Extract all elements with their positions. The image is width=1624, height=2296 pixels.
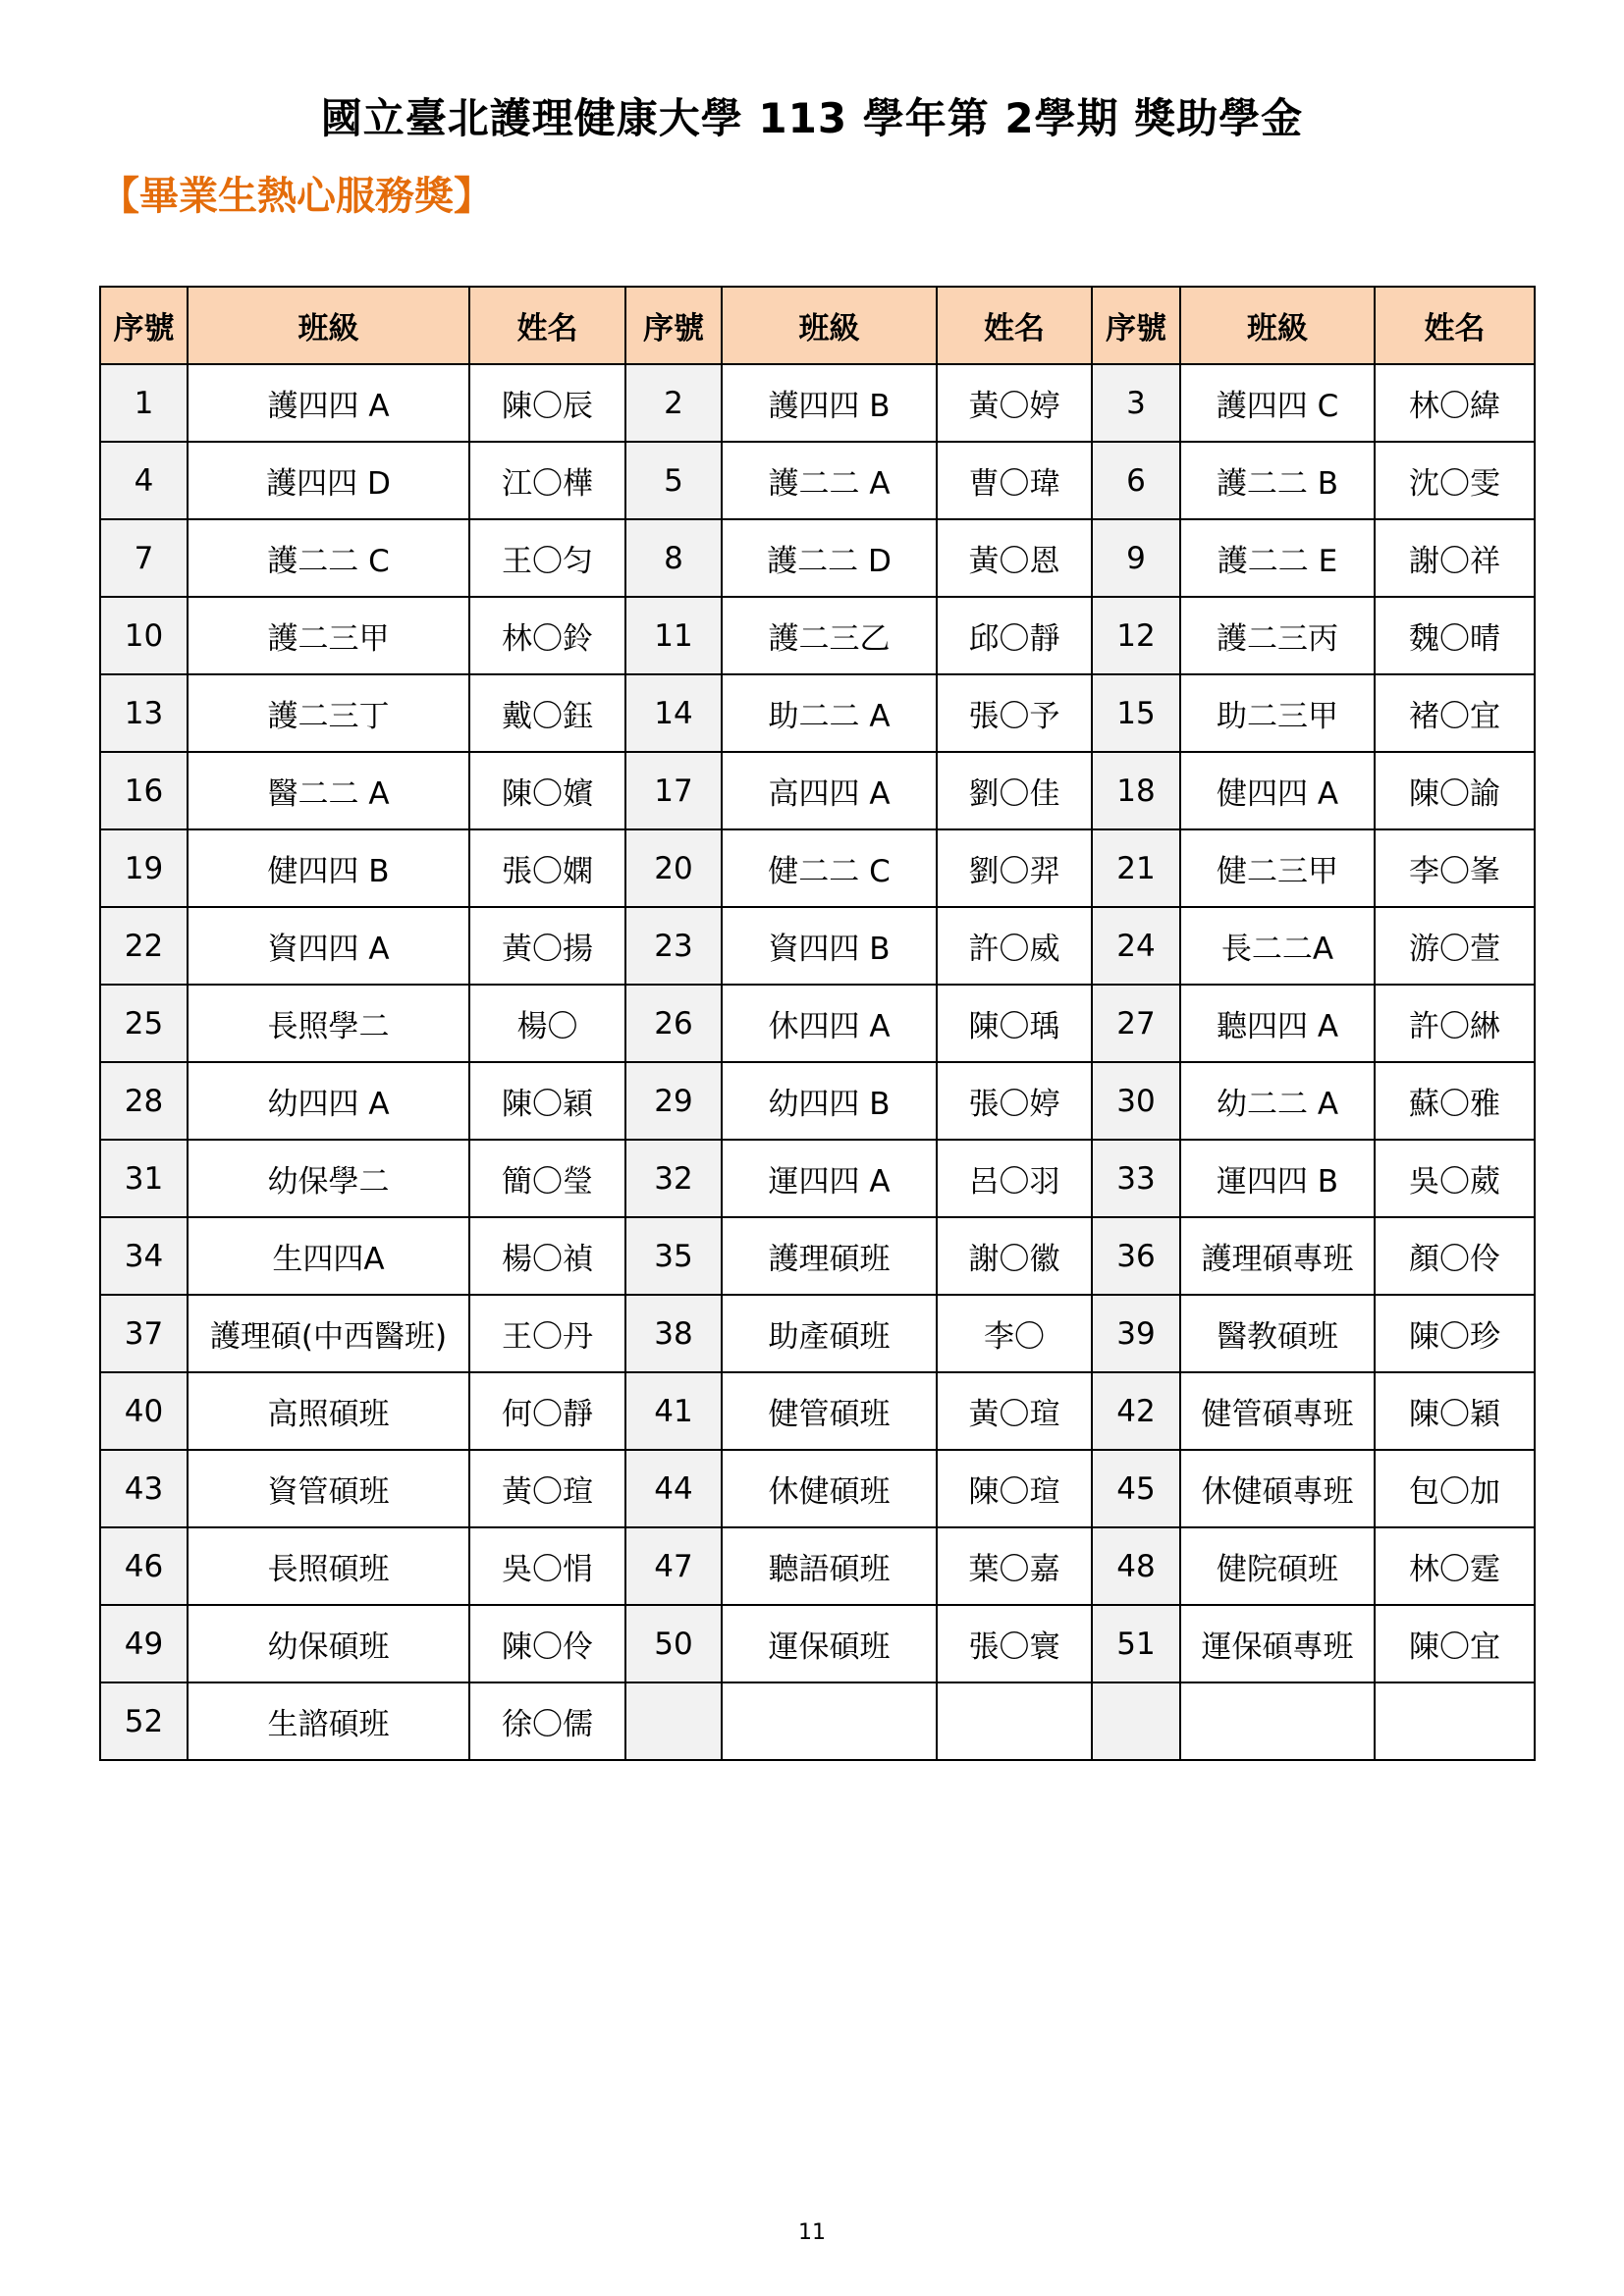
name-cell: 楊〇 — [469, 985, 625, 1062]
seq-cell: 39 — [1092, 1295, 1180, 1372]
seq-cell: 37 — [100, 1295, 188, 1372]
class-cell — [1180, 1682, 1375, 1760]
name-cell: 沈〇雯 — [1375, 442, 1535, 519]
class-cell: 護二三乙 — [722, 597, 937, 674]
name-cell: 陳〇諭 — [1375, 752, 1535, 829]
name-cell: 吳〇葳 — [1375, 1140, 1535, 1217]
name-cell: 許〇威 — [937, 907, 1092, 985]
seq-cell: 16 — [100, 752, 188, 829]
header-name: 姓名 — [1375, 287, 1535, 364]
name-cell: 林〇霆 — [1375, 1527, 1535, 1605]
seq-cell: 38 — [625, 1295, 722, 1372]
name-cell: 李〇 — [937, 1295, 1092, 1372]
class-cell: 長二二A — [1180, 907, 1375, 985]
name-cell: 戴〇鈺 — [469, 674, 625, 752]
name-cell: 游〇萱 — [1375, 907, 1535, 985]
name-cell: 陳〇辰 — [469, 364, 625, 442]
class-cell: 健二三甲 — [1180, 829, 1375, 907]
name-cell: 林〇緯 — [1375, 364, 1535, 442]
name-cell: 劉〇佳 — [937, 752, 1092, 829]
name-cell: 陳〇嬪 — [469, 752, 625, 829]
class-cell: 資四四 B — [722, 907, 937, 985]
class-cell: 護二三丙 — [1180, 597, 1375, 674]
class-cell: 生諮碩班 — [188, 1682, 469, 1760]
class-cell: 運四四 A — [722, 1140, 937, 1217]
table-row — [100, 1450, 1535, 1527]
seq-cell: 19 — [100, 829, 188, 907]
class-cell: 聽四四 A — [1180, 985, 1375, 1062]
name-cell: 林〇鈴 — [469, 597, 625, 674]
name-cell: 葉〇嘉 — [937, 1527, 1092, 1605]
seq-cell: 5 — [625, 442, 722, 519]
class-cell: 護四四 B — [722, 364, 937, 442]
class-cell: 幼保學二 — [188, 1140, 469, 1217]
table-row — [100, 442, 1535, 519]
name-cell: 李〇峯 — [1375, 829, 1535, 907]
header-class: 班級 — [1180, 287, 1375, 364]
header-seq: 序號 — [100, 287, 188, 364]
section-title: 【畢業生熱心服務獎】 — [100, 174, 493, 219]
class-cell: 健管碩專班 — [1180, 1372, 1375, 1450]
class-cell: 護理碩(中西醫班) — [188, 1295, 469, 1372]
class-cell: 生四四A — [188, 1217, 469, 1295]
table-row — [100, 1295, 1535, 1372]
class-cell: 護理碩班 — [722, 1217, 937, 1295]
table-row — [100, 752, 1535, 829]
seq-cell: 36 — [1092, 1217, 1180, 1295]
name-cell: 陳〇宜 — [1375, 1605, 1535, 1682]
seq-cell: 34 — [100, 1217, 188, 1295]
class-cell: 運保碩班 — [722, 1605, 937, 1682]
name-cell: 楊〇禎 — [469, 1217, 625, 1295]
class-cell: 聽語碩班 — [722, 1527, 937, 1605]
seq-cell: 23 — [625, 907, 722, 985]
header-class: 班級 — [722, 287, 937, 364]
class-cell: 護四四 C — [1180, 364, 1375, 442]
table-body — [100, 364, 1535, 1760]
seq-cell: 7 — [100, 519, 188, 597]
name-cell: 包〇加 — [1375, 1450, 1535, 1527]
class-cell: 健四四 B — [188, 829, 469, 907]
class-cell: 高照碩班 — [188, 1372, 469, 1450]
class-cell: 資四四 A — [188, 907, 469, 985]
seq-cell: 8 — [625, 519, 722, 597]
seq-cell: 45 — [1092, 1450, 1180, 1527]
class-cell: 健二二 C — [722, 829, 937, 907]
name-cell: 江〇樺 — [469, 442, 625, 519]
name-cell: 蘇〇雅 — [1375, 1062, 1535, 1140]
seq-cell: 51 — [1092, 1605, 1180, 1682]
seq-cell: 15 — [1092, 674, 1180, 752]
name-cell: 陳〇瑀 — [937, 985, 1092, 1062]
class-cell: 運保碩專班 — [1180, 1605, 1375, 1682]
seq-cell: 1 — [100, 364, 188, 442]
name-cell: 謝〇祥 — [1375, 519, 1535, 597]
seq-cell: 17 — [625, 752, 722, 829]
seq-cell: 47 — [625, 1527, 722, 1605]
name-cell: 魏〇晴 — [1375, 597, 1535, 674]
name-cell: 王〇匀 — [469, 519, 625, 597]
name-cell: 陳〇珍 — [1375, 1295, 1535, 1372]
name-cell — [937, 1682, 1092, 1760]
name-cell: 顏〇伶 — [1375, 1217, 1535, 1295]
table-header-row — [100, 287, 1535, 364]
table-row — [100, 1605, 1535, 1682]
seq-cell: 41 — [625, 1372, 722, 1450]
table-row — [100, 985, 1535, 1062]
seq-cell: 9 — [1092, 519, 1180, 597]
seq-cell: 21 — [1092, 829, 1180, 907]
seq-cell: 18 — [1092, 752, 1180, 829]
seq-cell: 31 — [100, 1140, 188, 1217]
page-number: 11 — [798, 2220, 826, 2245]
name-cell — [1375, 1682, 1535, 1760]
name-cell: 陳〇瑄 — [937, 1450, 1092, 1527]
header-class: 班級 — [188, 287, 469, 364]
class-cell: 資管碩班 — [188, 1450, 469, 1527]
class-cell — [722, 1682, 937, 1760]
seq-cell — [625, 1682, 722, 1760]
seq-cell: 50 — [625, 1605, 722, 1682]
class-cell: 護二二 D — [722, 519, 937, 597]
class-cell: 幼二二 A — [1180, 1062, 1375, 1140]
name-cell: 黃〇瑄 — [937, 1372, 1092, 1450]
seq-cell: 28 — [100, 1062, 188, 1140]
name-cell: 黃〇婷 — [937, 364, 1092, 442]
name-cell: 張〇予 — [937, 674, 1092, 752]
table-row — [100, 1372, 1535, 1450]
name-cell: 簡〇瑩 — [469, 1140, 625, 1217]
class-cell: 健院碩班 — [1180, 1527, 1375, 1605]
name-cell: 黃〇瑄 — [469, 1450, 625, 1527]
class-cell: 運四四 B — [1180, 1140, 1375, 1217]
class-cell: 長照碩班 — [188, 1527, 469, 1605]
name-cell: 張〇寰 — [937, 1605, 1092, 1682]
class-cell: 健管碩班 — [722, 1372, 937, 1450]
seq-cell: 32 — [625, 1140, 722, 1217]
seq-cell: 52 — [100, 1682, 188, 1760]
table-row — [100, 907, 1535, 985]
name-cell: 邱〇靜 — [937, 597, 1092, 674]
table-row — [100, 364, 1535, 442]
class-cell: 休健碩專班 — [1180, 1450, 1375, 1527]
seq-cell: 25 — [100, 985, 188, 1062]
seq-cell: 29 — [625, 1062, 722, 1140]
class-cell: 高四四 A — [722, 752, 937, 829]
name-cell: 呂〇羽 — [937, 1140, 1092, 1217]
name-cell: 曹〇瑋 — [937, 442, 1092, 519]
name-cell: 劉〇羿 — [937, 829, 1092, 907]
seq-cell: 11 — [625, 597, 722, 674]
class-cell: 助產碩班 — [722, 1295, 937, 1372]
name-cell: 陳〇穎 — [469, 1062, 625, 1140]
seq-cell: 12 — [1092, 597, 1180, 674]
class-cell: 護二二 B — [1180, 442, 1375, 519]
table-row — [100, 1062, 1535, 1140]
seq-cell: 30 — [1092, 1062, 1180, 1140]
seq-cell: 4 — [100, 442, 188, 519]
seq-cell: 43 — [100, 1450, 188, 1527]
header-seq: 序號 — [1092, 287, 1180, 364]
class-cell: 護二三丁 — [188, 674, 469, 752]
seq-cell: 13 — [100, 674, 188, 752]
table-row — [100, 1527, 1535, 1605]
name-cell: 張〇婷 — [937, 1062, 1092, 1140]
table-row — [100, 829, 1535, 907]
name-cell: 黃〇揚 — [469, 907, 625, 985]
seq-cell: 26 — [625, 985, 722, 1062]
class-cell: 休健碩班 — [722, 1450, 937, 1527]
seq-cell: 44 — [625, 1450, 722, 1527]
seq-cell: 33 — [1092, 1140, 1180, 1217]
seq-cell — [1092, 1682, 1180, 1760]
seq-cell: 42 — [1092, 1372, 1180, 1450]
name-cell: 黃〇恩 — [937, 519, 1092, 597]
seq-cell: 49 — [100, 1605, 188, 1682]
seq-cell: 2 — [625, 364, 722, 442]
seq-cell: 35 — [625, 1217, 722, 1295]
seq-cell: 22 — [100, 907, 188, 985]
table-row — [100, 1217, 1535, 1295]
name-cell: 吳〇悁 — [469, 1527, 625, 1605]
seq-cell: 24 — [1092, 907, 1180, 985]
name-cell: 陳〇穎 — [1375, 1372, 1535, 1450]
class-cell: 護理碩專班 — [1180, 1217, 1375, 1295]
class-cell: 護四四 D — [188, 442, 469, 519]
seq-cell: 27 — [1092, 985, 1180, 1062]
class-cell: 護二二 A — [722, 442, 937, 519]
name-cell: 徐〇儒 — [469, 1682, 625, 1760]
class-cell: 護四四 A — [188, 364, 469, 442]
table-row — [100, 1682, 1535, 1760]
table-row — [100, 1140, 1535, 1217]
header-name: 姓名 — [469, 287, 625, 364]
seq-cell: 10 — [100, 597, 188, 674]
name-cell: 張〇嫻 — [469, 829, 625, 907]
header-name: 姓名 — [937, 287, 1092, 364]
document-title: 國立臺北護理健康大學 113 學年第 2學期 獎助學金 — [320, 94, 1304, 142]
seq-cell: 46 — [100, 1527, 188, 1605]
name-cell: 王〇丹 — [469, 1295, 625, 1372]
header-seq: 序號 — [625, 287, 722, 364]
class-cell: 幼四四 B — [722, 1062, 937, 1140]
seq-cell: 6 — [1092, 442, 1180, 519]
class-cell: 護二二 C — [188, 519, 469, 597]
seq-cell: 14 — [625, 674, 722, 752]
seq-cell: 48 — [1092, 1527, 1180, 1605]
seq-cell: 3 — [1092, 364, 1180, 442]
class-cell: 休四四 A — [722, 985, 937, 1062]
class-cell: 助二三甲 — [1180, 674, 1375, 752]
class-cell: 醫教碩班 — [1180, 1295, 1375, 1372]
class-cell: 護二三甲 — [188, 597, 469, 674]
class-cell: 健四四 A — [1180, 752, 1375, 829]
name-cell: 褚〇宜 — [1375, 674, 1535, 752]
class-cell: 幼保碩班 — [188, 1605, 469, 1682]
class-cell: 幼四四 A — [188, 1062, 469, 1140]
class-cell: 長照學二 — [188, 985, 469, 1062]
awards-table — [99, 286, 1536, 1761]
table-row — [100, 519, 1535, 597]
class-cell: 助二二 A — [722, 674, 937, 752]
name-cell: 許〇綝 — [1375, 985, 1535, 1062]
seq-cell: 20 — [625, 829, 722, 907]
table-row — [100, 597, 1535, 674]
name-cell: 陳〇伶 — [469, 1605, 625, 1682]
class-cell: 醫二二 A — [188, 752, 469, 829]
name-cell: 何〇靜 — [469, 1372, 625, 1450]
table-row — [100, 674, 1535, 752]
class-cell: 護二二 E — [1180, 519, 1375, 597]
seq-cell: 40 — [100, 1372, 188, 1450]
name-cell: 謝〇徽 — [937, 1217, 1092, 1295]
